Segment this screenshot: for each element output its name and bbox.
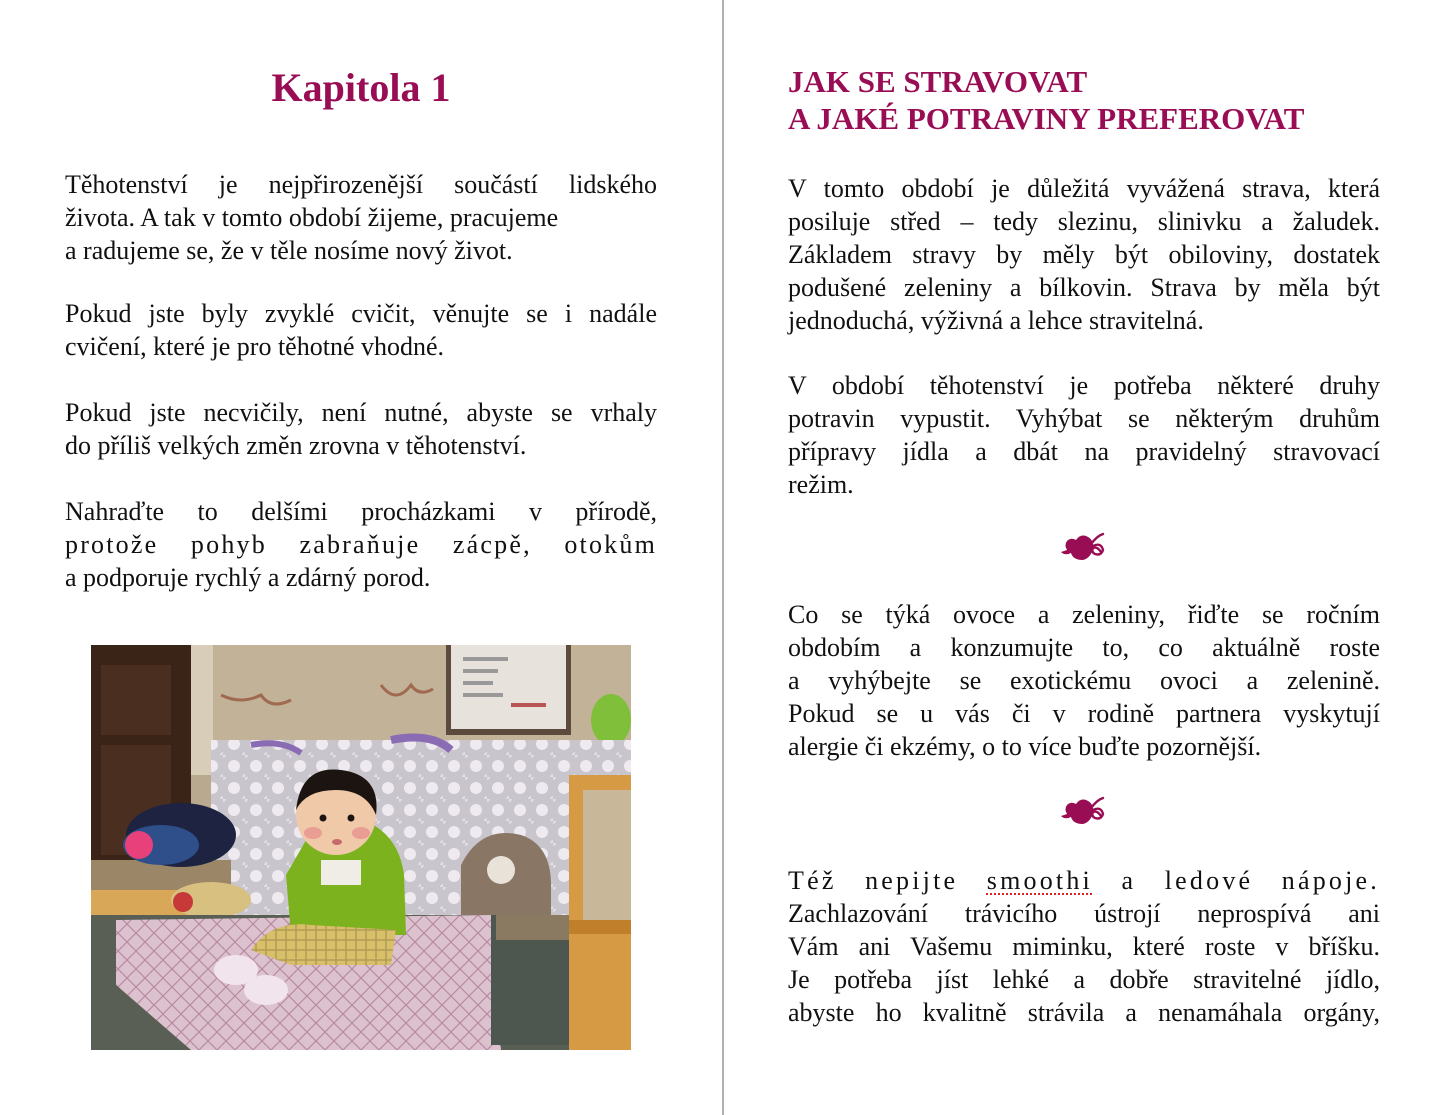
misspelled-word[interactable]: smoothi: [986, 866, 1093, 895]
paragraph: [65, 396, 657, 462]
text-line: obdobím a konzumujte to, co aktuálně roste: [788, 633, 1380, 662]
text-line: Zachlazování trávicího ústrojí neprospívá ani: [788, 899, 1380, 928]
text-line: [788, 864, 1380, 897]
right-page: [724, 0, 1445, 1115]
chapter-title: Kapitola 1: [271, 65, 451, 110]
text-line: a radujeme se, že v těle nosíme nový život.: [65, 236, 513, 265]
heart-leaf-ornament-icon: [1057, 794, 1109, 826]
text-line: V období těhotenství je potřeba některé druhy: [788, 371, 1380, 400]
text-line: Pokud jste byly zvyklé cvičit, věnujte se i nadále: [65, 299, 657, 328]
text-line: cvičení, které je pro těhotné vhodné.: [65, 332, 445, 361]
paragraph: [788, 369, 1380, 501]
left-page: [0, 0, 722, 1115]
text-line: abyste ho kvalitně strávila a nenamáhala orgány,: [788, 998, 1380, 1027]
text-line: alergie či ekzémy, o to více buďte pozornější.: [788, 732, 1262, 761]
text-line: Pokud se u vás či v rodině partnera vyskytují: [788, 699, 1380, 728]
paragraph: [788, 864, 1380, 1029]
text-line: a podporuje rychlý a zdárný porod.: [65, 563, 431, 592]
heart-leaf-ornament-icon: [1057, 530, 1109, 562]
photo-child-on-sofa: [91, 645, 631, 1050]
section-title-line: JAK SE STRAVOVAT: [788, 64, 1088, 99]
paragraph: [65, 297, 657, 363]
text-fragment: Též nepijte: [788, 866, 987, 895]
paragraph: [788, 172, 1380, 337]
text-line: režim.: [788, 470, 854, 499]
section-title: [788, 63, 1304, 137]
text-line: jednoduchá, výživná a lehce stravitelná.: [788, 306, 1204, 335]
paragraph: [788, 598, 1380, 763]
paragraph: [65, 168, 657, 267]
text-line: podušené zeleniny a bílkovin. Strava by měla být: [788, 273, 1380, 302]
text-line: potravin vypustit. Vyhýbat se některým druhům: [788, 404, 1380, 433]
text-line: Nahraďte to delšími procházkami v přírodě,: [65, 497, 657, 526]
text-line: Vám ani Vašemu miminku, které roste v bříšku.: [788, 932, 1380, 961]
text-line: Je potřeba jíst lehké a dobře stravitelné jídlo,: [788, 965, 1380, 994]
text-line: Co se týká ovoce a zeleniny, řiďte se ročním: [788, 600, 1380, 629]
text-fragment: a ledové nápoje.: [1092, 866, 1380, 895]
text-line: života. A tak v tomto období žijeme, pracujeme: [65, 203, 559, 232]
text-line: Pokud jste necvičily, není nutné, abyste se vrhaly: [65, 398, 657, 427]
text-line: a vyhýbejte se exotickému ovoci a zelenině.: [788, 666, 1380, 695]
text-line: Základem stravy by měly být obiloviny, dostatek: [788, 240, 1380, 269]
text-line: posiluje střed – tedy slezinu, slinivku a žaludek.: [788, 207, 1380, 236]
text-line: protože pohyb zabraňuje zácpě, otokům: [65, 530, 657, 559]
text-line: do příliš velkých změn zrovna v těhotenství.: [65, 431, 527, 460]
text-line: Těhotenství je nejpřirozenější součástí lidského: [65, 170, 657, 199]
photo-child-on-sofa-icon: [91, 645, 631, 1050]
section-title-line: A JAKÉ POTRAVINY PREFEROVAT: [788, 101, 1305, 136]
paragraph: [65, 495, 657, 594]
text-line: V tomto období je důležitá vyvážená strava, která: [788, 174, 1380, 203]
text-line: přípravy jídla a dbát na pravidelný stravovací: [788, 437, 1380, 466]
